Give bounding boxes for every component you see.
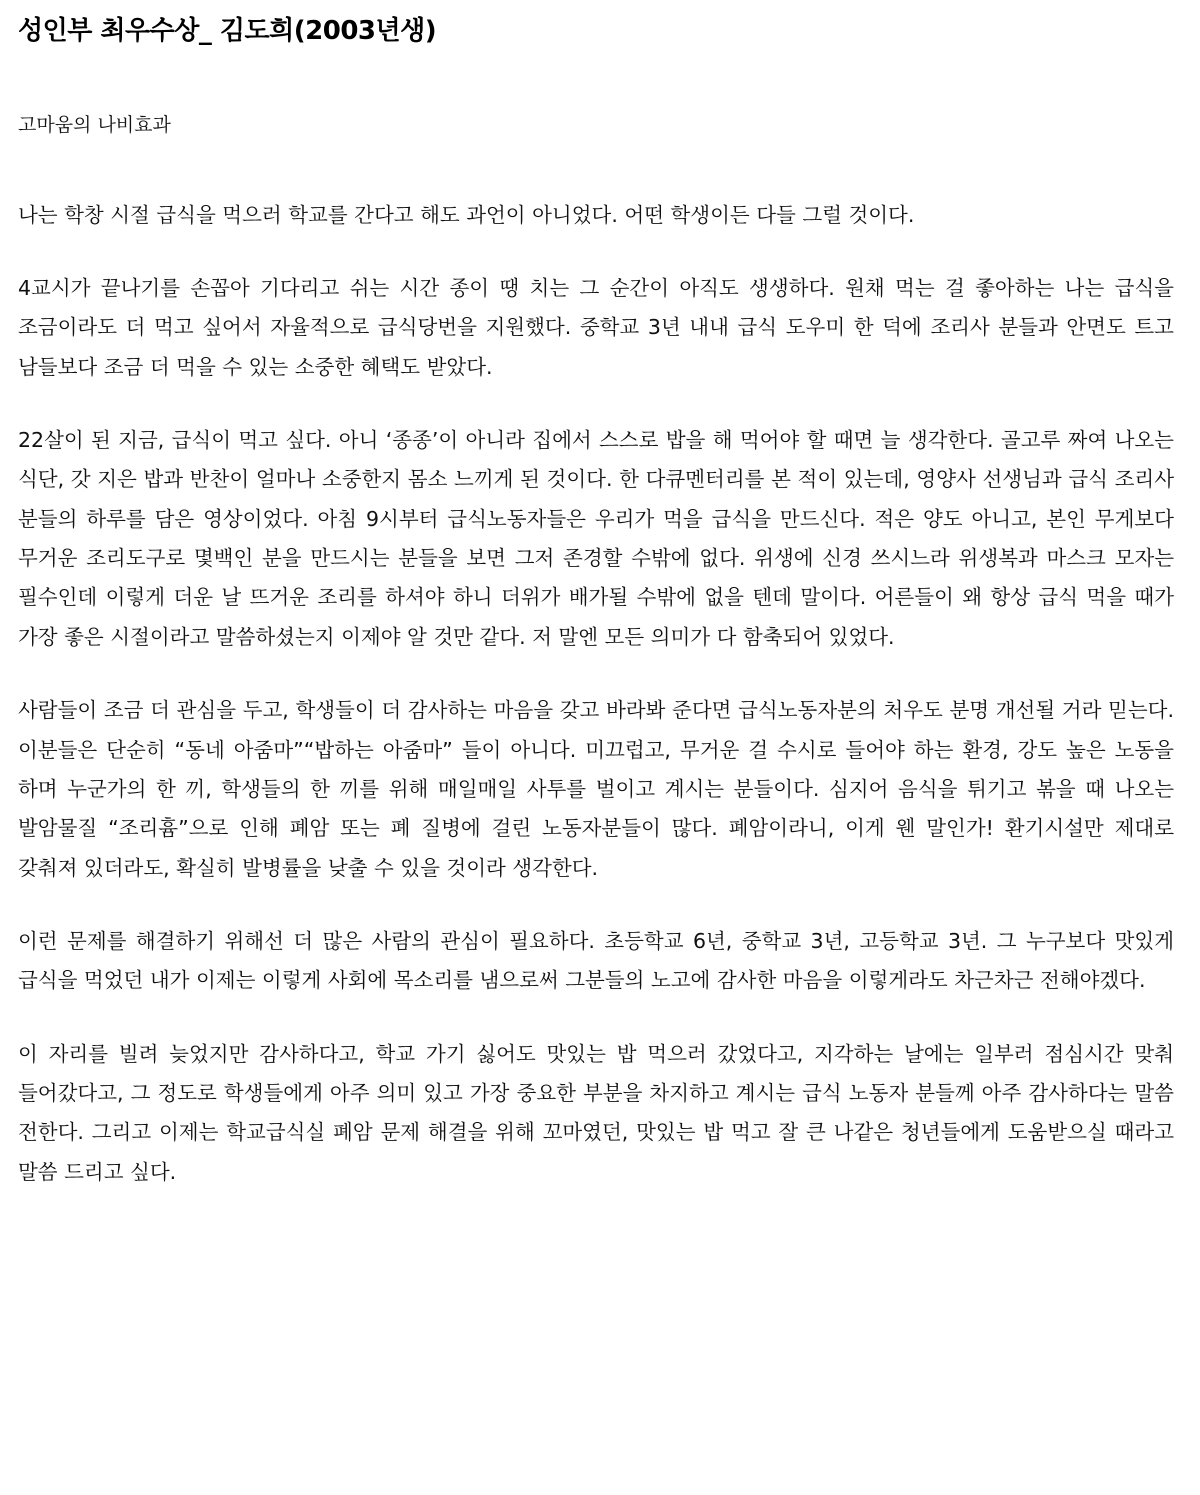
body-paragraph: 사람들이 조금 더 관심을 두고, 학생들이 더 감사하는 마음을 갖고 바라봐 준다면 급식노동자분의 처우도 분명 개선될 거라 믿는다. 이분들은 단순히 “동네 아줌마”“밥하는 아줌마” 들이 아니다. 미끄럽고, 무거운 걸 수시로 들어야 하는 환경, 강도 높은 노동을 하며 누군가의 한 끼, 학생들의 한 끼를 위해 매일매일 사투를 벌이고 계시는 분들이다. 심지어 음식을 튀기고 볶을 때 나오는 발암물질 “조리흄”으로 인해 폐암 또는 폐 질병에 걸린 노동자분들이 많다. 폐암이라니, 이게 웬 말인가! 환기시설만 제대로 갖춰져 있더라도, 확실히 발병률을 낮출 수 있을 것이라 생각한다. — [18, 698, 1174, 880]
essay-subtitle: 고마움의 나비효과 — [18, 114, 171, 137]
body-paragraph: 4교시가 끝나기를 손꼽아 기다리고 쉬는 시간 종이 땡 치는 그 순간이 아직도 생생하다. 원채 먹는 걸 좋아하는 나는 급식을 조금이라도 더 먹고 싶어서 자율적으로 급식당번을 지원했다. 중학교 3년 내내 급식 도우미 한 덕에 조리사 분들과 안면도 트고 남들보다 조금 더 먹을 수 있는 소중한 혜택도 받았다. — [18, 275, 1174, 379]
body-paragraph: 나는 학창 시절 급식을 먹으러 학교를 간다고 해도 과언이 아니었다. 어떤 학생이든 다들 그럴 것이다. — [18, 202, 915, 227]
body-paragraph: 이런 문제를 해결하기 위해선 더 많은 사람의 관심이 필요하다. 초등학교 6년, 중학교 3년, 고등학교 3년. 그 누구보다 맛있게 급식을 먹었던 내가 이제는 이렇게 사회에 목소리를 냄으로써 그분들의 노고에 감사한 마음을 이렇게라도 차근차근 전해야겠다. — [18, 928, 1174, 993]
body-paragraph: 이 자리를 빌려 늦었지만 감사하다고, 학교 가기 싫어도 맛있는 밥 먹으러 갔었다고, 지각하는 날에는 일부러 점심시간 맞춰 들어갔다고, 그 정도로 학생들에게 아주 의미 있고 가장 중요한 부분을 차지하고 계시는 급식 노동자 분들께 아주 감사하다는 말씀 전한다. 그리고 이제는 학교급식실 폐암 문제 해결을 위해 꼬마였던, 맛있는 밥 먹고 잘 큰 나같은 청년들에게 도움받으실 때라고 말씀 드리고 싶다. — [18, 1041, 1174, 1184]
essay-body — [18, 196, 1174, 1193]
body-paragraph: 22살이 된 지금, 급식이 먹고 싶다. 아니 ‘종종’이 아니라 집에서 스스로 밥을 해 먹어야 할 때면 늘 생각한다. 골고루 짜여 나오는 식단, 갓 지은 밥과 반찬이 얼마나 소중한지 몸소 느끼게 된 것이다. 한 다큐멘터리를 본 적이 있는데, 영양사 선생님과 급식 조리사 분들의 하루를 담은 영상이었다. 아침 9시부터 급식노동자들은 우리가 먹을 급식을 만드신다. 적은 양도 아니고, 본인 무게보다 무거운 조리도구로 몇백인 분을 만드시는 분들을 보면 그저 존경할 수밖에 없다. 위생에 신경 쓰시느라 위생복과 마스크 모자는 필수인데 이렇게 더운 날 뜨거운 조리를 하셔야 하니 더위가 배가될 수밖에 없을 텐데 말이다. 어른들이 왜 항상 급식 먹을 때가 가장 좋은 시절이라고 말씀하셨는지 이제야 알 것만 같다. 저 말엔 모든 의미가 다 함축되어 있었다. — [18, 428, 1174, 649]
page-title: 성인부 최우수상_ 김도희(2003년생) — [18, 16, 437, 46]
